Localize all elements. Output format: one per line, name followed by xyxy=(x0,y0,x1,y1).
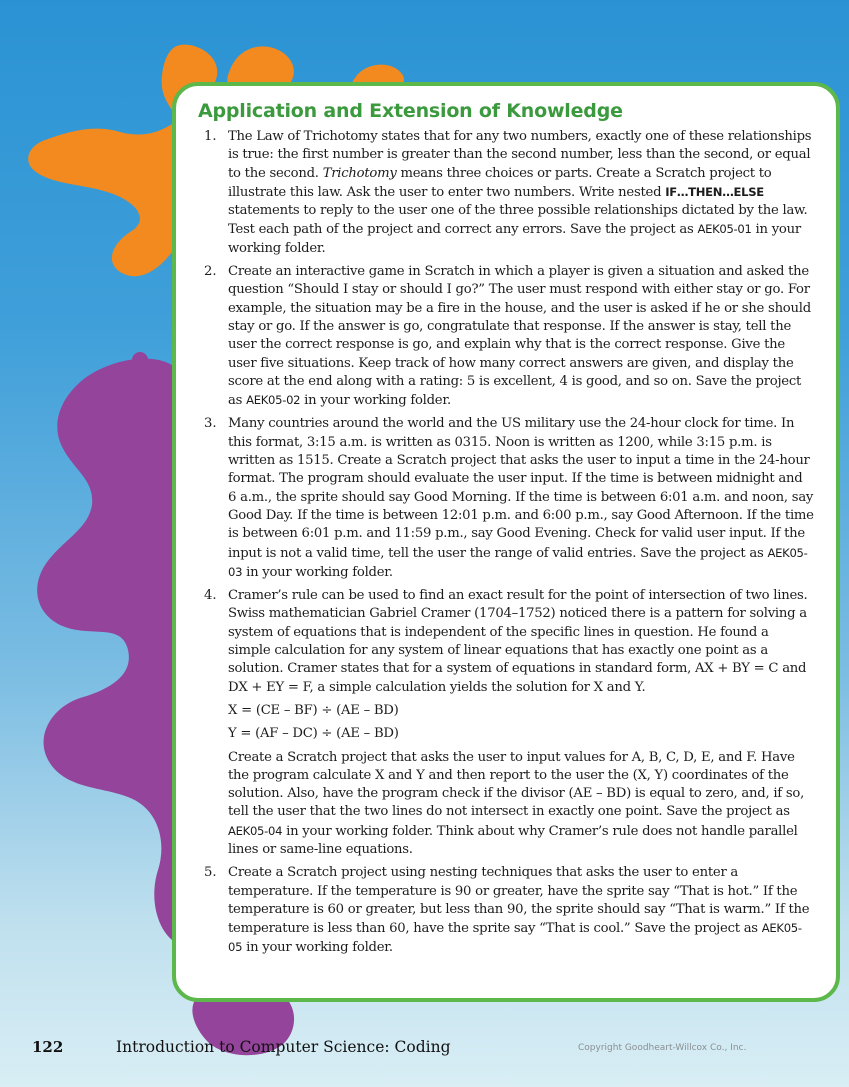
question-item xyxy=(198,263,814,410)
text-run: Many countries around the world and the US military use the 24-hour clock for time. In this format, 3:15 a.m. is written as 0315. Noon is written as 1200, while 3:15 p.m. is written as 1515. Create a Scratch project that asks the user to input a time in the 24-hour format. The program should evaluate the user input. If the time is between midnight and 6 a.m., the sprite should say Good Morning. If the time is between 6:01 a.m. and noon, say Good Day. If the time is between 12:01 p.m. and 6:00 p.m., say Good Afternoon. If the time is between 6:01 p.m. and 11:59 p.m., say Good Evening. Check for valid user input. If the input is not a valid time, tell the user the range of valid entries. Save the project as xyxy=(228,416,814,561)
question-paragraph xyxy=(228,263,814,410)
file-name: AEK05-03 xyxy=(228,545,808,579)
page-footer xyxy=(0,1038,849,1068)
file-name: AEK05-04 xyxy=(228,823,283,838)
question-number: 2. xyxy=(204,264,217,280)
page-number: 122 xyxy=(32,1038,64,1056)
text-run: in your working folder. xyxy=(300,393,451,409)
question-number: 3. xyxy=(204,416,217,432)
book-title: Introduction to Computer Science: Coding xyxy=(116,1038,451,1056)
question-paragraph xyxy=(228,128,814,258)
file-name: AEK05-01 xyxy=(697,222,752,237)
file-name: AEK05-02 xyxy=(246,393,301,408)
text-run: The Law of Trichotomy states that for any two numbers, exactly one of these relationships is true: the first number is greater than the second number, less than the second, or equal to the second. xyxy=(228,129,812,181)
text-run: means three choices or parts. Create a Scratch project to illustrate this law. Ask the user to enter two numbers. Write nested xyxy=(228,165,772,200)
question-paragraph xyxy=(228,702,814,720)
text-run: Create an interactive game in Scratch in which a player is given a situation and asked the question “Should I stay or should I go?” The user must respond with either stay or go. For example, the situation may be a fire in the house, and the user is asked if he or she should stay or go. If the answer is go, congratulate that response. If the answer is stay, tell the user the correct response is go, and explain why that is the correct response. Give the user five situations. Keep track of how many correct answers are given, and display the score at the end along with a rating: 5 is excellent, 4 is good, and so on. Save the project as xyxy=(228,264,811,409)
question-paragraph xyxy=(228,749,814,860)
question-item xyxy=(198,415,814,582)
copyright-notice: Copyright Goodheart-Willcox Co., Inc. xyxy=(578,1043,747,1053)
code-keyword: IF…THEN…ELSE xyxy=(665,184,764,199)
question-item xyxy=(198,587,814,859)
text-run: in your working folder. Think about why Cramer’s rule does not handle parallel lines or same-line equations. xyxy=(228,823,798,857)
question-paragraph xyxy=(228,864,814,957)
file-name: AEK05-05 xyxy=(228,921,802,955)
question-number: 4. xyxy=(204,588,217,604)
text-run: Create a Scratch project using nesting techniques that asks the user to enter a temperature. If the temperature is 90 or greater, have the sprite say “That is hot.” If the temperature is 60 or greater, but less than 90, the sprite should say “That is warm.” If the temperature is less than 60, have the sprite say “That is cool.” Save the project as xyxy=(228,865,810,937)
text-run: Y = (AF – DC) ÷ (AE – BD) xyxy=(228,726,399,742)
text-run: Cramer’s rule can be used to find an exact result for the point of intersection of two lines. Swiss mathematician Gabriel Cramer (1704–1752) noticed there is a pattern for solving a system of equations that is independent of the specific lines in question. He found a simple calculation for any system of linear equations that has exactly one point as a solution. Cramer states that for a system of equations in standard form, AX + BY = C and DX + EY = F, a simple calculation yields the solution for X and Y. xyxy=(228,588,808,695)
text-run: in your working folder. xyxy=(242,564,393,580)
question-item xyxy=(198,864,814,957)
question-paragraph xyxy=(228,725,814,743)
question-paragraph xyxy=(228,415,814,582)
question-item xyxy=(198,128,814,258)
question-number: 5. xyxy=(204,865,217,881)
question-paragraph xyxy=(228,587,814,697)
section-title: Application and Extension of Knowledge xyxy=(198,100,623,122)
text-run: statements to reply to the user one of the three possible relationships dictated by the law. Test each path of the project and correct any errors. Save the project as xyxy=(228,203,808,238)
application-extension-box xyxy=(172,82,840,1002)
text-run: Create a Scratch project that asks the user to input values for A, B, C, D, E, and F. Have the program calculate X and Y and then report to the user the (X, Y) coordinates of the solution. Also, have the program check if the divisor (AE – BD) is equal to zero, and, if so, tell the user that the two lines do not intersect in exactly one point. Save the project as xyxy=(228,749,805,820)
italic-term: Trichotomy xyxy=(322,165,397,181)
text-run: X = (CE – BF) ÷ (AE – BD) xyxy=(228,702,399,718)
text-run: in your working folder. xyxy=(228,222,801,256)
question-list xyxy=(198,128,814,958)
text-run: in your working folder. xyxy=(242,940,393,956)
question-number: 1. xyxy=(204,129,217,144)
